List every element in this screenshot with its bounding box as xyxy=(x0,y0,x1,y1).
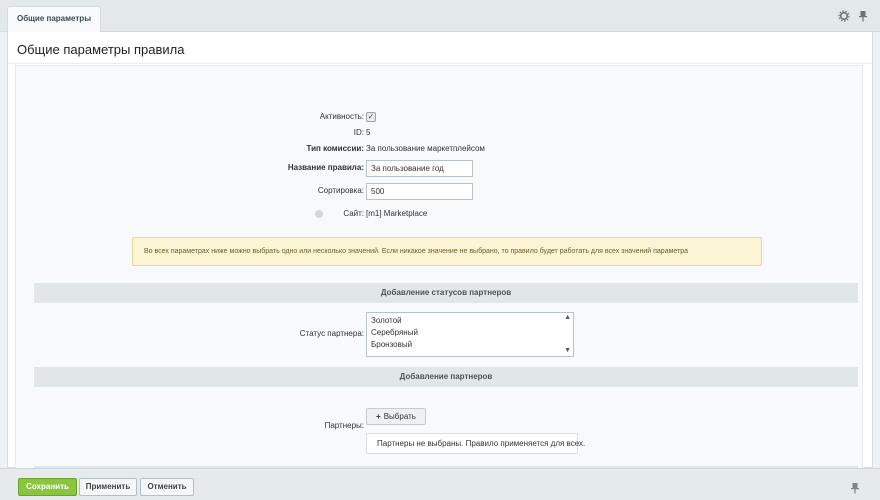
rule-name-label: Название правила: xyxy=(287,163,364,172)
select-partners-button[interactable] xyxy=(366,408,426,425)
section-partners: Добавление партнеров xyxy=(34,367,858,387)
divider xyxy=(8,63,872,64)
commission-type-value: За пользование маркетплейсом xyxy=(366,144,485,153)
row-commission-type xyxy=(16,139,864,159)
row-sort xyxy=(16,181,864,201)
info-note: Во всех параметрах ниже можно выбрать одно или несколько значений. Если никакое значение не выбрано, то правило будет работать для всех значений параметра xyxy=(132,237,762,266)
list-option[interactable]: Бронзовый xyxy=(371,340,413,349)
tab-bar xyxy=(0,0,880,32)
apply-button[interactable]: Применить xyxy=(79,478,137,496)
id-label: ID: xyxy=(353,128,364,137)
list-option[interactable]: Серебряный xyxy=(371,328,418,337)
footer-toolbar xyxy=(0,468,880,500)
scroll-down-icon[interactable]: ▼ xyxy=(564,347,571,354)
id-value: 5 xyxy=(366,128,371,137)
rule-name-input[interactable] xyxy=(366,160,473,177)
partners-empty-message: Партнеры не выбраны. Правило применяется для всех. xyxy=(366,433,578,454)
site-label: Сайт: xyxy=(343,209,364,218)
partner-status-label: Статус партнера: xyxy=(299,329,364,338)
form-area xyxy=(15,65,863,475)
partners-label: Партнеры: xyxy=(324,421,364,430)
checkmark-icon: ✓ xyxy=(367,112,375,121)
plus-icon: + xyxy=(376,412,381,421)
row-rule-name xyxy=(16,158,864,178)
partner-status-listbox[interactable] xyxy=(366,312,574,357)
active-label: Активность: xyxy=(319,112,364,121)
main-panel xyxy=(7,32,873,468)
commission-type-label: Тип комиссии: xyxy=(306,144,364,153)
help-icon[interactable] xyxy=(315,210,323,218)
sort-input[interactable] xyxy=(366,183,473,200)
row-site xyxy=(16,204,864,224)
active-checkbox[interactable] xyxy=(366,112,376,122)
gear-icon[interactable] xyxy=(838,10,850,22)
section-partner-statuses: Добавление статусов партнеров xyxy=(34,283,858,303)
page-title: Общие параметры правила xyxy=(17,42,185,57)
pin-icon[interactable] xyxy=(857,10,869,22)
scroll-up-icon[interactable]: ▲ xyxy=(564,314,571,321)
list-option[interactable]: Золотой xyxy=(371,316,402,325)
pin-icon[interactable] xyxy=(849,482,861,494)
save-button[interactable]: Сохранить xyxy=(18,478,77,496)
site-value: [m1] Marketplace xyxy=(366,209,428,218)
sort-label: Сортировка: xyxy=(317,186,364,195)
select-partners-label: Выбрать xyxy=(383,412,416,421)
cancel-button[interactable]: Отменить xyxy=(140,478,194,496)
tab-general-params[interactable]: Общие параметры xyxy=(7,6,101,32)
